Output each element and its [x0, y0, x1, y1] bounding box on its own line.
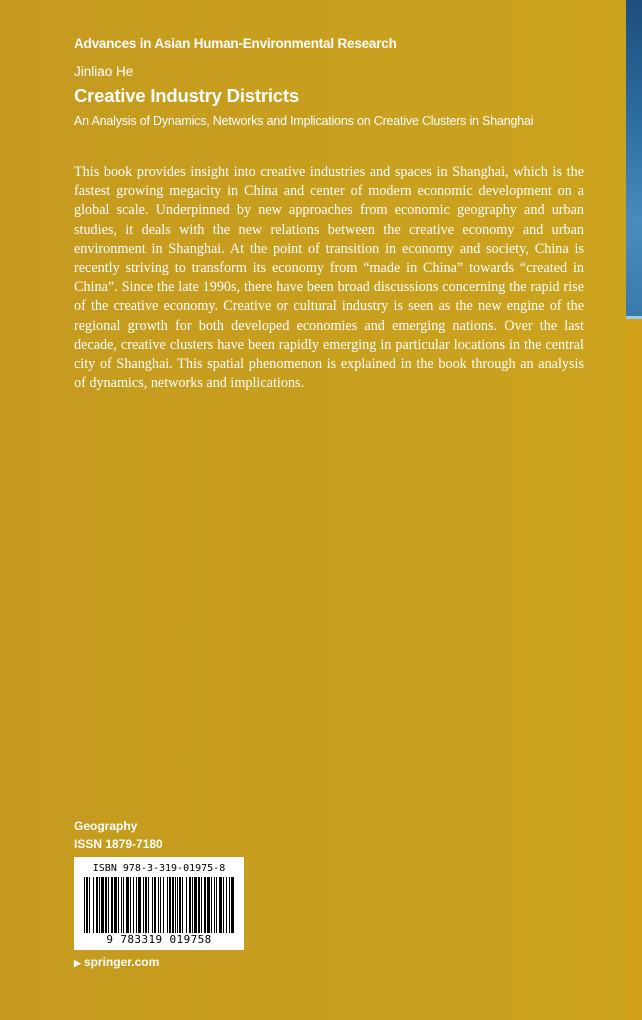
arrow-right-icon: ▶ [74, 958, 81, 968]
barcode-bar [167, 877, 168, 933]
publisher-website[interactable] [74, 955, 159, 969]
barcode-bar [148, 877, 149, 933]
barcode-bar [105, 877, 107, 933]
barcode-bar [138, 877, 141, 933]
barcode-bar [189, 877, 191, 933]
barcode-bar [123, 877, 124, 933]
barcode-bar [192, 877, 193, 933]
barcode-bar [177, 877, 178, 933]
barcode-bar [86, 877, 88, 933]
barcode-bars [82, 877, 236, 933]
isbn-label: ISBN 978-3-319-01975-8 [92, 863, 226, 874]
barcode-bar [219, 877, 222, 933]
barcode-bar [216, 877, 217, 933]
isbn-barcode [74, 857, 244, 950]
barcode-bar [154, 877, 156, 933]
barcode-bar [136, 877, 137, 933]
author-name: Jinliao He [74, 64, 134, 79]
barcode-bar [198, 877, 200, 933]
barcode-digits: 9 783319 019758 [106, 933, 212, 946]
book-subtitle: An Analysis of Dynamics, Networks and Implications on Creative Clusters in Shanghai [74, 114, 534, 128]
barcode-bar [207, 877, 210, 933]
barcode-bar [121, 877, 122, 933]
barcode-bar [114, 877, 117, 933]
barcode-bar [201, 877, 202, 933]
barcode-bar [175, 877, 176, 933]
book-title: Creative Industry Districts [74, 85, 299, 106]
barcode-bar [152, 877, 153, 933]
barcode-bar [211, 877, 212, 933]
barcode-bar [93, 877, 94, 933]
spine-divider [626, 316, 642, 319]
barcode-bar [179, 877, 181, 933]
barcode-bar [231, 877, 234, 933]
barcode-bar [111, 877, 113, 933]
barcode-bar [160, 877, 161, 933]
barcode-bar [172, 877, 174, 933]
barcode-bar [204, 877, 206, 933]
barcode-bar [108, 877, 109, 933]
spine-image [626, 0, 642, 316]
barcode-bar [182, 877, 183, 933]
barcode-bar [226, 877, 227, 933]
barcode-bar [143, 877, 144, 933]
barcode-bar [99, 877, 100, 933]
barcode-bar [133, 877, 134, 933]
barcode-bar [118, 877, 119, 933]
barcode-bar [158, 877, 159, 933]
barcode-bar [126, 877, 129, 933]
subject-category: Geography [74, 819, 138, 833]
barcode-bar [84, 877, 85, 933]
barcode-bar [89, 877, 90, 933]
barcode-bar [96, 877, 98, 933]
barcode-bar [186, 877, 187, 933]
series-title: Advances in Asian Human-Environmental Research [74, 36, 397, 51]
barcode-bar [223, 877, 224, 933]
issn-number: ISSN 1879-7180 [74, 837, 163, 851]
barcode-bar [145, 877, 147, 933]
barcode-bar [169, 877, 171, 933]
barcode-bar [130, 877, 131, 933]
barcode-bar [229, 877, 230, 933]
barcode-bar [214, 877, 215, 933]
website-label: springer.com [83, 955, 160, 969]
book-description: This book provides insight into creative industries and spaces in Shanghai, which is the fastest growing megacity in China and center of modern economic development on a global scale. Underpinned by new approaches from economic geography and urban studies, it deals with the new relations between the creative economy and urban environment in Shanghai. At the point of transition in economy and society, China is recently striving to transform its economy from “made in China” towards “created in China”. Since the late 1990s, there have been broad discussions concerning the rapid rise of the creative economy. Creative or cultural industry is seen as the new engine of the regional growth for both developed economies and emerging nations. Over the last decade, creative clusters have been rapidly emerging in particular locations in the central city of Shanghai. This spatial phenomenon is explained in the book through an analysis of dynamics, networks and implications. [74, 164, 584, 392]
barcode-bar [194, 877, 197, 933]
barcode-bar [163, 877, 164, 933]
barcode-bar [101, 877, 104, 933]
